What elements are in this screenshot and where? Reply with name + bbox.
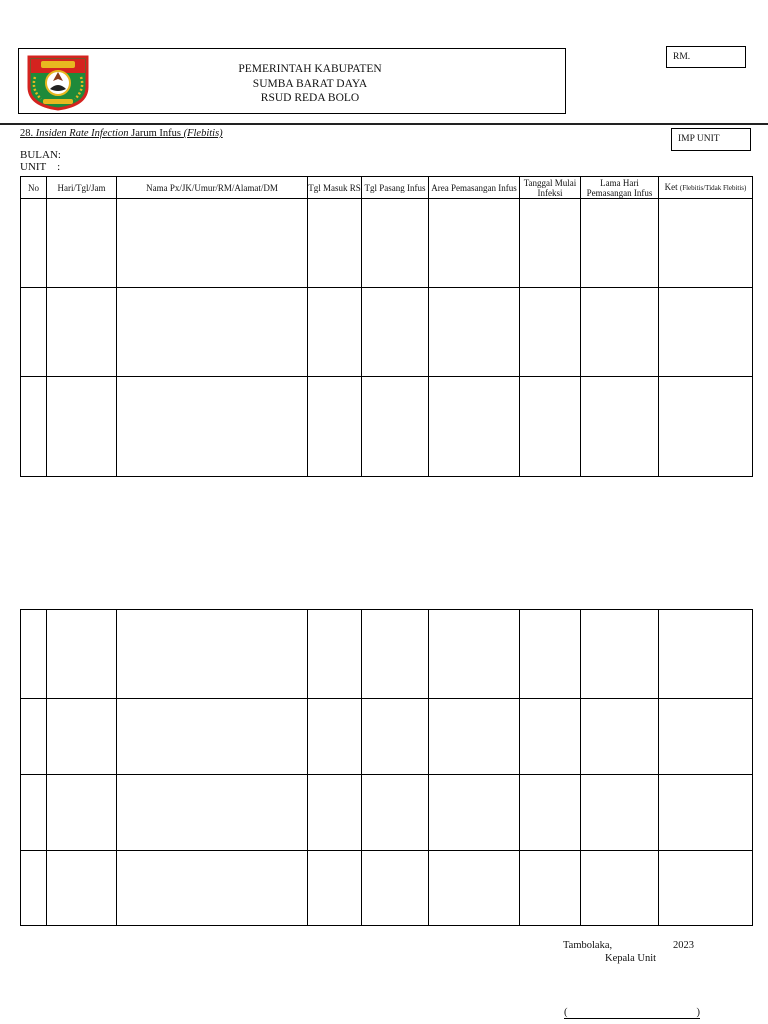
signature-close-paren: ) — [696, 1007, 700, 1018]
col-tgl-masuk: Tgl Masuk RS — [308, 177, 362, 199]
bulan-field: BULAN: — [20, 149, 61, 161]
signature-open-paren: ( — [564, 1007, 568, 1018]
title-italic-1: Insiden Rate Infection — [35, 128, 129, 139]
table-row — [21, 851, 753, 926]
form-title — [20, 128, 223, 139]
table-header-row — [21, 177, 753, 199]
signature-line — [564, 1008, 700, 1019]
rm-box: RM. — [666, 46, 746, 68]
table-row — [21, 610, 753, 699]
imp-unit-box: IMP UNIT — [671, 128, 751, 151]
letterhead-box — [18, 48, 566, 114]
col-ket — [659, 177, 753, 199]
infection-table-top — [20, 176, 753, 477]
col-ket-note: (Flebitis/Tidak Flebitis) — [679, 184, 747, 192]
infection-table-bottom — [20, 609, 753, 926]
signature-role: Kepala Unit — [605, 953, 657, 964]
unit-field: UNIT : — [20, 161, 61, 173]
header-line-3: RSUD REDA BOLO — [260, 92, 360, 104]
signature-year: 2023 — [673, 940, 694, 951]
table-row — [21, 288, 753, 377]
col-no: No — [21, 177, 47, 199]
signature-place: Tambolaka, — [563, 940, 613, 951]
col-hari: Hari/Tgl/Jam — [47, 177, 117, 199]
col-area: Area Pemasangan Infus — [429, 177, 520, 199]
col-nama: Nama Px/JK/Umur/RM/Alamat/DM — [117, 177, 308, 199]
title-plain: Jarum Infus — [131, 128, 181, 139]
col-tanggal-infeksi: Tanggal Mulai Infeksi — [520, 177, 581, 199]
header-line-1: PEMERINTAH KABUPATEN — [238, 63, 382, 75]
table-row — [21, 775, 753, 851]
header-divider — [0, 123, 768, 125]
col-lama-hari: Lama Hari Pemasangan Infus — [581, 177, 659, 199]
table-row — [21, 699, 753, 775]
institution-name — [19, 62, 565, 106]
header-line-2: SUMBA BARAT DAYA — [252, 77, 368, 90]
col-tgl-pasang: Tgl Pasang Infus — [362, 177, 429, 199]
title-number: 28. — [20, 128, 34, 139]
title-italic-2: (Flebitis) — [183, 128, 223, 139]
table-row — [21, 199, 753, 288]
table-row — [21, 377, 753, 477]
col-ket-label: Ket — [664, 182, 678, 192]
